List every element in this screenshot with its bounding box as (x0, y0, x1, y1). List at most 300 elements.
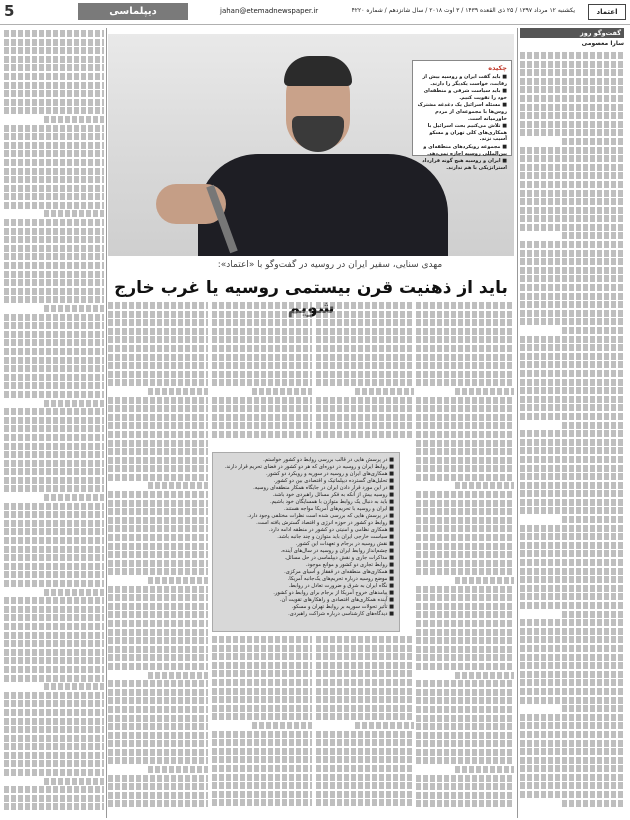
text-line (212, 774, 312, 781)
text-line (520, 662, 624, 669)
text-line (520, 542, 624, 549)
text-line (212, 653, 312, 660)
text-line (416, 706, 514, 713)
text-line (212, 336, 312, 343)
text-line (416, 525, 514, 532)
text-line (316, 799, 414, 806)
text-line (44, 400, 104, 407)
text-line (520, 525, 624, 532)
text-line (4, 649, 104, 656)
text-line (4, 786, 104, 793)
text-line (562, 327, 624, 334)
text-line (520, 482, 624, 489)
text-line (520, 344, 624, 351)
text-line (520, 95, 624, 102)
text-line (4, 443, 104, 450)
text-line (4, 47, 104, 54)
text-line (416, 646, 514, 653)
body-column-2b (212, 636, 312, 815)
newspaper-logo: اعتماد (588, 4, 626, 20)
text-line (4, 391, 104, 398)
text-line (520, 267, 624, 274)
text-line (108, 740, 208, 747)
text-line (520, 181, 624, 188)
text-line (4, 700, 104, 707)
text-line (44, 116, 104, 123)
text-line (4, 425, 104, 432)
text-line (108, 336, 208, 343)
text-line (4, 554, 104, 561)
text-line (4, 271, 104, 278)
text-line (316, 670, 414, 677)
text-line (108, 379, 208, 386)
text-line (212, 354, 312, 361)
text-line (316, 645, 414, 652)
text-line (520, 671, 624, 678)
text-line (108, 715, 208, 722)
text-line (416, 311, 514, 318)
summary-item: ■ باید گفت ایران و روسیه بیش از رقابت، خواست یکدیگر را دارند. (422, 74, 507, 87)
text-line (520, 86, 624, 93)
text-line (4, 296, 104, 303)
text-line (4, 769, 104, 776)
text-line (520, 731, 624, 738)
text-line (4, 30, 104, 37)
text-line (4, 640, 104, 647)
summary-item: ■ مسئله اسرائیل یک دغدغه مشترک روس‌ها با مجموعه‌ای از مردم خاورمیانه است. (417, 102, 507, 122)
text-line (316, 302, 414, 309)
text-line (4, 348, 104, 355)
text-line (4, 56, 104, 63)
text-line (108, 328, 208, 335)
text-line (316, 311, 414, 318)
text-line (455, 482, 514, 489)
text-line (520, 155, 624, 162)
text-line (520, 413, 624, 420)
text-line (520, 568, 624, 575)
text-line (212, 739, 312, 746)
text-line (520, 121, 624, 128)
text-line (4, 597, 104, 604)
highlight-line: ■ همکاری نظامی و امنیتی دو کشور در منطقه ادامه دارد. (268, 527, 394, 533)
text-line (108, 706, 208, 713)
text-line (4, 606, 104, 613)
text-line (212, 371, 312, 378)
text-line (520, 104, 624, 111)
text-line (562, 232, 624, 239)
text-line (316, 422, 414, 429)
text-line (108, 568, 208, 575)
highlight-line: ■ در پرسش هایی که بررسی شده است نظرات مختلفی وجود دارد. (247, 513, 394, 519)
text-line (212, 379, 312, 386)
text-line (148, 388, 208, 395)
text-line (562, 705, 624, 712)
text-line (4, 288, 104, 295)
text-line (416, 568, 514, 575)
text-line (416, 345, 514, 352)
text-line (4, 64, 104, 71)
text-line (520, 782, 624, 789)
text-line (520, 190, 624, 197)
text-line (108, 646, 208, 653)
text-line (316, 336, 414, 343)
text-line (520, 619, 624, 626)
email-link[interactable]: jahan@etemadnewspaper.ir (220, 7, 319, 15)
text-line (520, 585, 624, 592)
column-divider (106, 28, 107, 818)
text-line (520, 447, 624, 454)
text-line (416, 534, 514, 541)
text-line (355, 388, 414, 395)
article-headline: باید از ذهنیت قرن بیستمی روسیه یا غرب خارج (114, 278, 508, 298)
text-line (4, 752, 104, 759)
text-line (520, 765, 624, 772)
text-line (316, 362, 414, 369)
sidebar-column-text (520, 52, 624, 815)
text-line (520, 576, 624, 583)
text-line (316, 679, 414, 686)
summary-box (412, 60, 512, 171)
text-line (316, 414, 414, 421)
text-line (316, 696, 414, 703)
text-line (108, 551, 208, 558)
text-line (316, 636, 414, 643)
text-line (108, 525, 208, 532)
text-line (316, 705, 414, 712)
text-line (4, 202, 104, 209)
text-line (520, 791, 624, 798)
text-line (520, 645, 624, 652)
highlight-line: ■ روابط ایران و روسیه در دوره‌ای که هر دو کشور در فضای تحریم قرار دارند. (224, 464, 394, 470)
text-line (212, 345, 312, 352)
text-line (212, 319, 312, 326)
text-line (4, 82, 104, 89)
masthead-bar (0, 0, 630, 25)
text-line (520, 774, 624, 781)
text-line (520, 250, 624, 257)
text-line (4, 743, 104, 750)
text-line (455, 577, 514, 584)
text-line (108, 517, 208, 524)
text-line (520, 198, 624, 205)
text-line (4, 322, 104, 329)
sidebar-author: سارا معصومی (581, 40, 624, 47)
text-line (108, 560, 208, 567)
text-line (416, 697, 514, 704)
text-line (416, 328, 514, 335)
text-line (108, 586, 208, 593)
text-line (4, 357, 104, 364)
text-line (316, 319, 414, 326)
text-line (4, 253, 104, 260)
text-line (416, 354, 514, 361)
body-column-2 (212, 302, 312, 448)
text-line (44, 778, 104, 785)
text-line (562, 422, 624, 429)
text-line (4, 485, 104, 492)
text-line (108, 749, 208, 756)
text-line (148, 577, 208, 584)
text-line (520, 697, 624, 704)
text-line (108, 757, 208, 764)
text-line (4, 365, 104, 372)
text-line (212, 662, 312, 669)
text-line (416, 336, 514, 343)
text-line (108, 465, 208, 472)
summary-box-title: چکیده (488, 64, 507, 72)
body-column-3 (316, 302, 414, 448)
text-line (416, 594, 514, 601)
text-line (108, 448, 208, 455)
text-line (416, 440, 514, 447)
text-line (520, 172, 624, 179)
text-line (316, 379, 414, 386)
text-line (108, 732, 208, 739)
text-line (520, 215, 624, 222)
text-line (316, 782, 414, 789)
text-line (416, 362, 514, 369)
text-line (108, 362, 208, 369)
text-line (4, 150, 104, 157)
text-line (562, 516, 624, 523)
text-line (316, 354, 414, 361)
text-line (520, 654, 624, 661)
text-line (108, 319, 208, 326)
text-line (520, 439, 624, 446)
text-line (520, 241, 624, 248)
text-line (4, 73, 104, 80)
text-line (108, 775, 208, 782)
text-line (520, 61, 624, 68)
text-line (416, 603, 514, 610)
text-line (4, 623, 104, 630)
text-line (4, 795, 104, 802)
text-line (4, 451, 104, 458)
highlight-line: ■ همکاری‌های منطقه‌ای در قفقاز و آسیای مرکزی. (284, 569, 394, 575)
text-line (108, 611, 208, 618)
text-line (212, 713, 312, 720)
text-line (212, 405, 312, 412)
text-line (416, 723, 514, 730)
text-line (4, 339, 104, 346)
text-line (4, 718, 104, 725)
text-line (212, 765, 312, 772)
text-line (212, 731, 312, 738)
text-line (4, 580, 104, 587)
text-line (4, 314, 104, 321)
summary-item: ■ تلاش می‌کنیم بحث اسرائیل با همکاری‌های کلی تهران و مسکو آسیب نزند. (427, 123, 507, 143)
text-line (108, 500, 208, 507)
highlight-line: ■ روابط تجاری دو کشور و موانع موجود. (305, 562, 394, 568)
page-number: 5 (4, 2, 15, 20)
text-line (416, 689, 514, 696)
highlight-line: ■ در پرسش هایی در قالب بررسی روابط دو کشور خواستم. (263, 457, 394, 463)
text-line (108, 594, 208, 601)
text-line (108, 302, 208, 309)
text-line (416, 792, 514, 799)
text-line (520, 164, 624, 171)
text-line (416, 620, 514, 627)
body-column-1 (108, 302, 208, 815)
text-line (4, 159, 104, 166)
text-line (108, 534, 208, 541)
text-line (316, 765, 414, 772)
text-line (416, 749, 514, 756)
text-line (316, 748, 414, 755)
text-line (416, 474, 514, 481)
text-line (4, 528, 104, 535)
text-line (4, 374, 104, 381)
text-line (4, 245, 104, 252)
text-line (108, 792, 208, 799)
highlight-line: ■ نگاه ایران به شرق و ضرورت تعادل در روابط. (288, 583, 394, 589)
summary-item: ■ مجموعه رویکردهای منطقه‌ای و بین‌المللی روسیه اجازه نمی‌دهد. (423, 143, 507, 157)
text-line (108, 543, 208, 550)
text-line (520, 396, 624, 403)
text-line (44, 305, 104, 312)
text-line (4, 107, 104, 114)
text-line (108, 491, 208, 498)
text-line (4, 279, 104, 286)
text-line (4, 735, 104, 742)
text-line (44, 683, 104, 690)
text-line (212, 422, 312, 429)
summary-item: ■ ایران و روسیه هیچ گونه قرارداد استراتژیکی با هم ندارند. (422, 158, 507, 171)
text-line (520, 258, 624, 265)
text-line (316, 688, 414, 695)
text-line (416, 551, 514, 558)
text-line (108, 474, 208, 481)
text-line (520, 112, 624, 119)
text-line (316, 371, 414, 378)
text-line (520, 507, 624, 514)
text-line (520, 430, 624, 437)
text-line (4, 99, 104, 106)
text-line (108, 414, 208, 421)
text-line (416, 397, 514, 404)
text-line (416, 422, 514, 429)
text-line (416, 680, 514, 687)
text-line (4, 571, 104, 578)
highlight-line: ■ نقش روسیه در برجام و تعهدات این کشور. (295, 541, 394, 547)
text-line (212, 414, 312, 421)
text-line (212, 782, 312, 789)
text-line (416, 414, 514, 421)
text-line (108, 620, 208, 627)
text-line (416, 586, 514, 593)
text-line (212, 302, 312, 309)
text-line (108, 689, 208, 696)
text-line (416, 448, 514, 455)
text-line (416, 611, 514, 618)
text-line (520, 465, 624, 472)
text-line (4, 262, 104, 269)
text-line (4, 632, 104, 639)
text-line (4, 477, 104, 484)
text-line (108, 629, 208, 636)
text-line (416, 431, 514, 438)
text-line (108, 697, 208, 704)
text-line (520, 361, 624, 368)
text-line (316, 774, 414, 781)
text-line (4, 503, 104, 510)
text-line (108, 457, 208, 464)
text-line (520, 129, 624, 136)
text-line (4, 657, 104, 664)
text-line (44, 494, 104, 501)
text-line (416, 715, 514, 722)
text-line (416, 457, 514, 464)
text-line (108, 354, 208, 361)
text-line (416, 491, 514, 498)
text-line (520, 533, 624, 540)
text-line (108, 405, 208, 412)
highlight-line: ■ همکاری‌های ایران و روسیه در سوریه و رویکرد دو کشور. (265, 471, 394, 477)
sidebar-heading: گفت‌وگو روز (520, 28, 624, 38)
text-line (416, 732, 514, 739)
text-line (416, 800, 514, 807)
body-column-3b (316, 636, 414, 815)
text-line (520, 224, 624, 231)
highlight-line: ■ دیدگاه‌های کارشناسی درباره شراکت راهبردی. (288, 611, 394, 617)
text-line (520, 714, 624, 721)
text-line (108, 508, 208, 515)
text-line (316, 756, 414, 763)
text-line (4, 675, 104, 682)
text-line (416, 500, 514, 507)
text-line (416, 740, 514, 747)
left-column-text (4, 30, 104, 815)
text-line (4, 382, 104, 389)
text-line (520, 387, 624, 394)
text-line (520, 284, 624, 291)
text-line (212, 696, 312, 703)
text-line (4, 228, 104, 235)
text-line (520, 379, 624, 386)
text-line (148, 766, 208, 773)
text-line (520, 602, 624, 609)
text-line (316, 328, 414, 335)
text-line (416, 757, 514, 764)
text-line (520, 473, 624, 480)
text-line (416, 654, 514, 661)
text-line (520, 636, 624, 643)
text-line (212, 791, 312, 798)
text-line (4, 408, 104, 415)
highlight-line: ■ در این مورد قرار دادن ایران در جایگاه همکار منطقه‌ای روسیه. (253, 485, 394, 491)
text-line (520, 293, 624, 300)
text-line (316, 405, 414, 412)
text-line (4, 614, 104, 621)
text-line (4, 176, 104, 183)
text-line (108, 680, 208, 687)
highlight-line: ■ روابط دو کشور در حوزه انرژی و اقتصاد گسترش یافته است. (256, 520, 394, 526)
text-line (520, 679, 624, 686)
text-line (520, 722, 624, 729)
text-line (212, 705, 312, 712)
text-line (212, 799, 312, 806)
text-line (520, 336, 624, 343)
text-line (416, 465, 514, 472)
text-line (416, 560, 514, 567)
text-line (4, 142, 104, 149)
text-line (520, 147, 624, 154)
text-line (4, 563, 104, 570)
highlight-line: ■ آینده همکاری‌های اقتصادی و راهکارهای تقویت آن. (279, 597, 394, 603)
text-line (4, 511, 104, 518)
text-line (416, 543, 514, 550)
text-line (212, 362, 312, 369)
